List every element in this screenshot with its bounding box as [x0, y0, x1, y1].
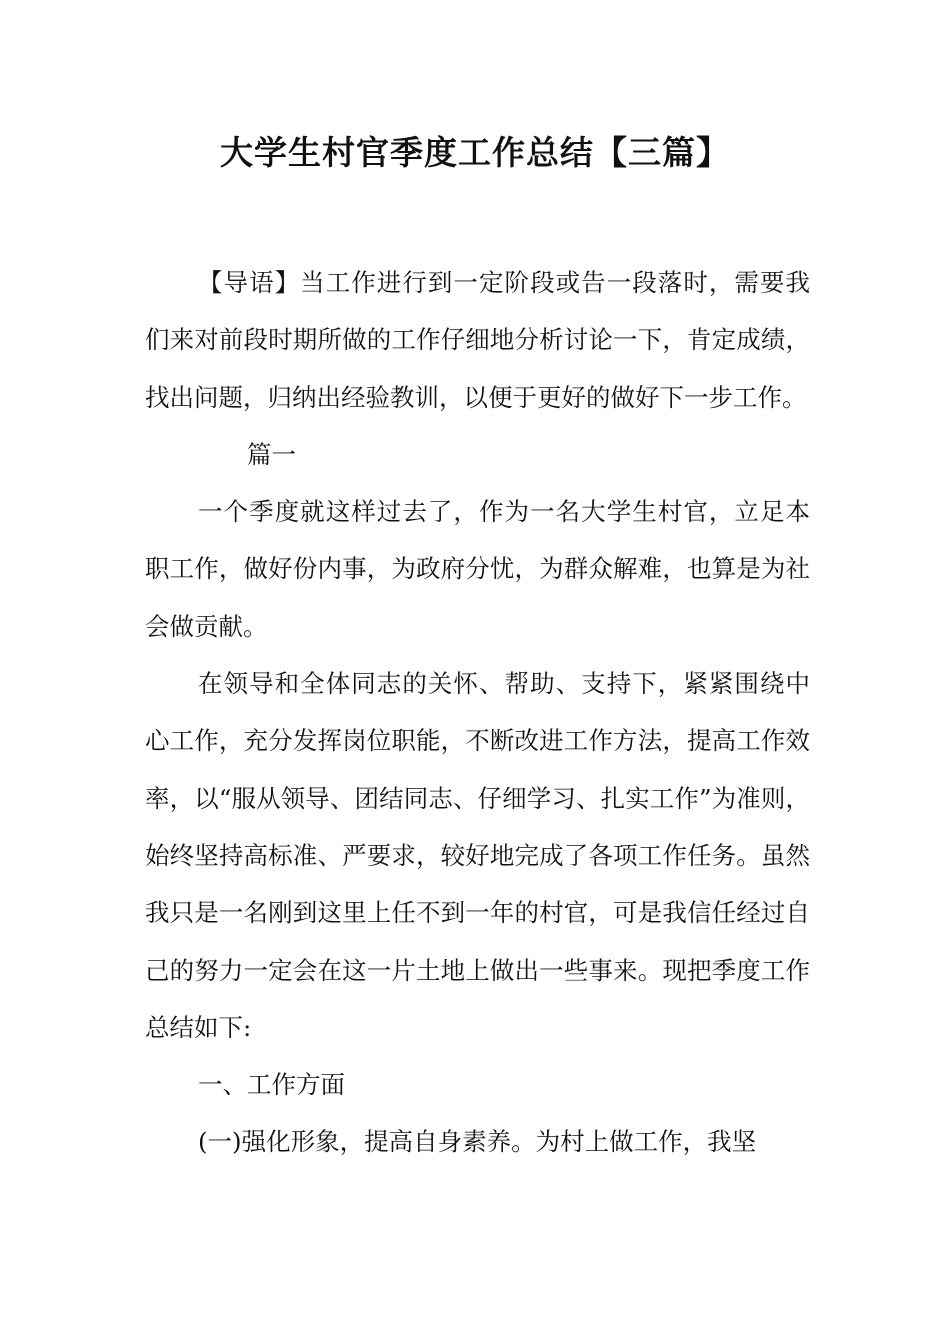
body-paragraph: 在领导和全体同志的关怀、帮助、支持下，紧紧围绕中心工作，充分发挥岗位职能，不断改进工作方法，提高工作效率，以“服从领导、团结同志、仔细学习、扎实工作”为准则，始终坚持高标准、严要求，较好地完成了各项工作任务。虽然我只是一名刚到这里上任不到一年的村官，可是我信任经过自己的努力一定会在这一片土地上做出一些事来。现把季度工作总结如下: — [145, 669, 810, 1042]
document-body — [145, 254, 810, 1171]
section-heading-part-one: 篇一 — [247, 439, 296, 469]
body-paragraph: 一个季度就这样过去了，作为一名大学生村官，立足本职工作，做好份内事，为政府分忧，为群众解难，也算是为社会做贡献。 — [145, 497, 810, 641]
body-paragraph: (一)强化形象，提高自身素养。为村上做工作，我坚 — [198, 1127, 757, 1157]
intro-paragraph: 【导语】当工作进行到一定阶段或告一段落时，需要我们来对前段时期所做的工作仔细地分析讨论一下，肯定成绩，找出问题，归纳出经验教训，以便于更好的做好下一步工作。 — [145, 268, 810, 412]
document-title: 大学生村官季度工作总结【三篇】 — [220, 133, 730, 172]
subheading-work-aspect: 一、工作方面 — [198, 1070, 345, 1100]
